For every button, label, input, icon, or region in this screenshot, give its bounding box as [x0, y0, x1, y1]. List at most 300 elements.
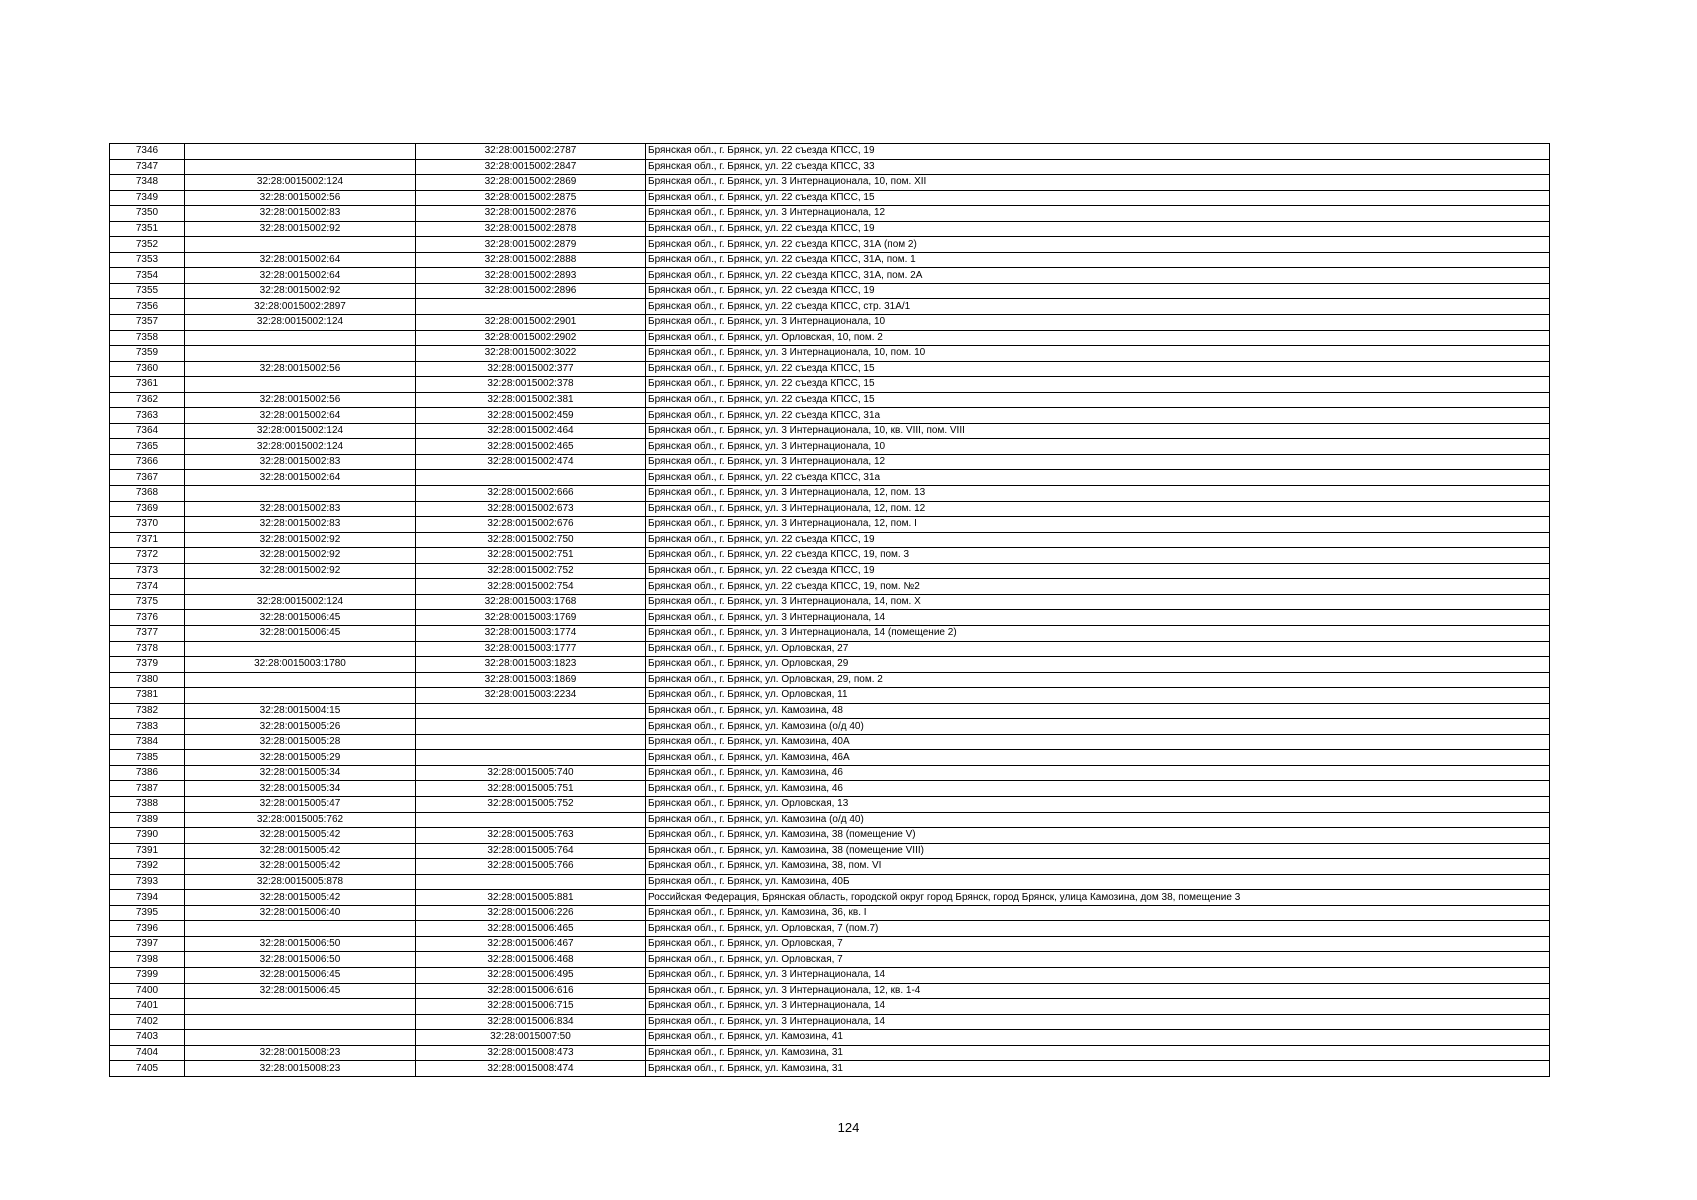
address-cell: Брянская обл., г. Брянск, ул. 3 Интернационала, 10, пом. 10 — [646, 346, 1550, 362]
object-cadastral-number-cell: 32:28:0015002:750 — [416, 532, 646, 548]
table-row — [110, 1014, 1550, 1030]
address-cell: Брянская обл., г. Брянск, ул. 3 Интернационала, 10 — [646, 315, 1550, 331]
table-row — [110, 392, 1550, 408]
object-cadastral-number-cell — [416, 734, 646, 750]
object-cadastral-number-cell: 32:28:0015002:673 — [416, 501, 646, 517]
table-row — [110, 423, 1550, 439]
table-row — [110, 641, 1550, 657]
cadastral-number-cell: 32:28:0015002:56 — [185, 190, 416, 206]
table-row — [110, 703, 1550, 719]
address-cell: Брянская обл., г. Брянск, ул. Камозина (о/д 40) — [646, 812, 1550, 828]
object-cadastral-number-cell — [416, 470, 646, 486]
cadastral-number-cell: 32:28:0015002:56 — [185, 392, 416, 408]
table-row — [110, 765, 1550, 781]
object-cadastral-number-cell: 32:28:0015002:464 — [416, 423, 646, 439]
row-number-cell: 7370 — [110, 517, 185, 533]
table-row — [110, 268, 1550, 284]
table-row — [110, 936, 1550, 952]
table-row — [110, 190, 1550, 206]
cadastral-number-cell: 32:28:0015005:26 — [185, 719, 416, 735]
object-cadastral-number-cell: 32:28:0015005:764 — [416, 843, 646, 859]
object-cadastral-number-cell — [416, 703, 646, 719]
page-number: 124 — [837, 1120, 860, 1135]
row-number-cell: 7380 — [110, 672, 185, 688]
row-number-cell: 7376 — [110, 610, 185, 626]
object-cadastral-number-cell: 32:28:0015005:763 — [416, 828, 646, 844]
address-cell: Брянская обл., г. Брянск, ул. 22 съезда КПСС, 19, пом. №2 — [646, 579, 1550, 595]
table-row — [110, 1030, 1550, 1046]
address-cell: Брянская обл., г. Брянск, ул. 3 Интернационала, 12, пом. I — [646, 517, 1550, 533]
row-number-cell: 7390 — [110, 828, 185, 844]
address-cell: Брянская обл., г. Брянск, ул. 22 съезда КПСС, 15 — [646, 377, 1550, 393]
cadastral-number-cell — [185, 1014, 416, 1030]
address-cell: Брянская обл., г. Брянск, ул. 3 Интернационала, 12 — [646, 454, 1550, 470]
row-number-cell: 7355 — [110, 283, 185, 299]
cadastral-number-cell: 32:28:0015002:64 — [185, 268, 416, 284]
object-cadastral-number-cell: 32:28:0015002:754 — [416, 579, 646, 595]
address-cell: Брянская обл., г. Брянск, ул. Орловская, 7 (пом.7) — [646, 921, 1550, 937]
row-number-cell: 7391 — [110, 843, 185, 859]
row-number-cell: 7367 — [110, 470, 185, 486]
object-cadastral-number-cell: 32:28:0015006:715 — [416, 999, 646, 1015]
table-row — [110, 221, 1550, 237]
table-row — [110, 252, 1550, 268]
object-cadastral-number-cell: 32:28:0015002:752 — [416, 563, 646, 579]
cadastral-number-cell: 32:28:0015006:45 — [185, 967, 416, 983]
row-number-cell: 7359 — [110, 346, 185, 362]
cadastral-number-cell: 32:28:0015005:28 — [185, 734, 416, 750]
row-number-cell: 7381 — [110, 688, 185, 704]
row-number-cell: 7358 — [110, 330, 185, 346]
cadastral-number-cell: 32:28:0015005:878 — [185, 874, 416, 890]
row-number-cell: 7349 — [110, 190, 185, 206]
row-number-cell: 7362 — [110, 392, 185, 408]
table-row — [110, 501, 1550, 517]
table-row — [110, 657, 1550, 673]
row-number-cell: 7354 — [110, 268, 185, 284]
address-cell: Брянская обл., г. Брянск, ул. Орловская, 7 — [646, 936, 1550, 952]
row-number-cell: 7398 — [110, 952, 185, 968]
address-cell: Брянская обл., г. Брянск, ул. 22 съезда КПСС, 19 — [646, 221, 1550, 237]
cadastral-number-cell — [185, 377, 416, 393]
table-row — [110, 439, 1550, 455]
cadastral-number-cell: 32:28:0015006:50 — [185, 952, 416, 968]
object-cadastral-number-cell: 32:28:0015002:2876 — [416, 206, 646, 222]
object-cadastral-number-cell: 32:28:0015005:740 — [416, 765, 646, 781]
row-number-cell: 7387 — [110, 781, 185, 797]
row-number-cell: 7353 — [110, 252, 185, 268]
address-cell: Брянская обл., г. Брянск, ул. Камозина, 41 — [646, 1030, 1550, 1046]
table-row — [110, 999, 1550, 1015]
row-number-cell: 7386 — [110, 765, 185, 781]
address-cell: Брянская обл., г. Брянск, ул. 3 Интернационала, 10, пом. XII — [646, 175, 1550, 191]
object-cadastral-number-cell: 32:28:0015008:473 — [416, 1045, 646, 1061]
cadastral-number-cell: 32:28:0015005:47 — [185, 796, 416, 812]
table-row — [110, 470, 1550, 486]
row-number-cell: 7352 — [110, 237, 185, 253]
row-number-cell: 7357 — [110, 315, 185, 331]
object-cadastral-number-cell: 32:28:0015002:2902 — [416, 330, 646, 346]
address-cell: Брянская обл., г. Брянск, ул. Камозина, 48 — [646, 703, 1550, 719]
table-row — [110, 175, 1550, 191]
row-number-cell: 7351 — [110, 221, 185, 237]
row-number-cell: 7378 — [110, 641, 185, 657]
address-cell: Брянская обл., г. Брянск, ул. 3 Интернационала, 10 — [646, 439, 1550, 455]
object-cadastral-number-cell: 32:28:0015002:2888 — [416, 252, 646, 268]
table-row — [110, 859, 1550, 875]
address-cell: Российская Федерация, Брянская область, городской округ город Брянск, город Брянск, улица Камозина, дом 38, помещение 3 — [646, 890, 1550, 906]
object-cadastral-number-cell: 32:28:0015003:1823 — [416, 657, 646, 673]
row-number-cell: 7347 — [110, 159, 185, 175]
address-cell: Брянская обл., г. Брянск, ул. 22 съезда КПСС, 15 — [646, 190, 1550, 206]
table-row — [110, 796, 1550, 812]
object-cadastral-number-cell: 32:28:0015002:381 — [416, 392, 646, 408]
row-number-cell: 7399 — [110, 967, 185, 983]
cadastral-number-cell — [185, 144, 416, 160]
address-cell: Брянская обл., г. Брянск, ул. 22 съезда КПСС, 19 — [646, 563, 1550, 579]
table-row — [110, 594, 1550, 610]
cadastral-number-cell: 32:28:0015002:83 — [185, 454, 416, 470]
row-number-cell: 7368 — [110, 486, 185, 502]
table-row — [110, 454, 1550, 470]
row-number-cell: 7393 — [110, 874, 185, 890]
address-cell: Брянская обл., г. Брянск, ул. Камозина, 31 — [646, 1045, 1550, 1061]
row-number-cell: 7385 — [110, 750, 185, 766]
cadastral-number-cell: 32:28:0015002:124 — [185, 423, 416, 439]
address-cell: Брянская обл., г. Брянск, ул. Камозина, 40А — [646, 734, 1550, 750]
table-row — [110, 206, 1550, 222]
row-number-cell: 7397 — [110, 936, 185, 952]
object-cadastral-number-cell: 32:28:0015002:666 — [416, 486, 646, 502]
cadastral-number-cell: 32:28:0015005:34 — [185, 781, 416, 797]
address-cell: Брянская обл., г. Брянск, ул. Орловская, 29, пом. 2 — [646, 672, 1550, 688]
table-row — [110, 1045, 1550, 1061]
object-cadastral-number-cell: 32:28:0015002:2893 — [416, 268, 646, 284]
table-row — [110, 734, 1550, 750]
row-number-cell: 7389 — [110, 812, 185, 828]
object-cadastral-number-cell: 32:28:0015006:834 — [416, 1014, 646, 1030]
cadastral-number-cell: 32:28:0015002:92 — [185, 563, 416, 579]
row-number-cell: 7366 — [110, 454, 185, 470]
address-cell: Брянская обл., г. Брянск, ул. 22 съезда КПСС, 31а — [646, 470, 1550, 486]
table-row — [110, 408, 1550, 424]
address-cell: Брянская обл., г. Брянск, ул. Камозина, 31 — [646, 1061, 1550, 1077]
cadastral-number-cell: 32:28:0015002:92 — [185, 532, 416, 548]
table-row — [110, 843, 1550, 859]
address-cell: Брянская обл., г. Брянск, ул. 22 съезда КПСС, 19 — [646, 144, 1550, 160]
address-cell: Брянская обл., г. Брянск, ул. 22 съезда КПСС, 31А (пом 2) — [646, 237, 1550, 253]
table-row — [110, 625, 1550, 641]
row-number-cell: 7394 — [110, 890, 185, 906]
object-cadastral-number-cell: 32:28:0015003:1769 — [416, 610, 646, 626]
address-cell: Брянская обл., г. Брянск, ул. Орловская, 29 — [646, 657, 1550, 673]
row-number-cell: 7379 — [110, 657, 185, 673]
object-cadastral-number-cell: 32:28:0015003:1777 — [416, 641, 646, 657]
address-cell: Брянская обл., г. Брянск, ул. Орловская, 27 — [646, 641, 1550, 657]
row-number-cell: 7356 — [110, 299, 185, 315]
cadastral-number-cell — [185, 159, 416, 175]
table-row — [110, 532, 1550, 548]
cadastral-number-cell — [185, 641, 416, 657]
cadastral-number-cell: 32:28:0015002:64 — [185, 252, 416, 268]
cadastral-number-cell: 32:28:0015005:42 — [185, 828, 416, 844]
object-cadastral-number-cell: 32:28:0015002:2787 — [416, 144, 646, 160]
row-number-cell: 7402 — [110, 1014, 185, 1030]
cadastral-number-cell: 32:28:0015002:92 — [185, 221, 416, 237]
cadastral-number-cell: 32:28:0015002:64 — [185, 408, 416, 424]
address-cell: Брянская обл., г. Брянск, ул. 3 Интернационала, 14 (помещение 2) — [646, 625, 1550, 641]
table-row — [110, 377, 1550, 393]
cadastral-number-cell: 32:28:0015002:83 — [185, 501, 416, 517]
object-cadastral-number-cell: 32:28:0015002:459 — [416, 408, 646, 424]
address-cell: Брянская обл., г. Брянск, ул. Камозина, 38 (помещение VIII) — [646, 843, 1550, 859]
row-number-cell: 7375 — [110, 594, 185, 610]
cadastral-number-cell: 32:28:0015002:124 — [185, 315, 416, 331]
row-number-cell: 7392 — [110, 859, 185, 875]
table-row — [110, 517, 1550, 533]
address-cell: Брянская обл., г. Брянск, ул. Камозина, 46 — [646, 765, 1550, 781]
address-cell: Брянская обл., г. Брянск, ул. 3 Интернационала, 12, кв. 1-4 — [646, 983, 1550, 999]
table-row — [110, 486, 1550, 502]
object-cadastral-number-cell: 32:28:0015002:3022 — [416, 346, 646, 362]
object-cadastral-number-cell — [416, 812, 646, 828]
address-cell: Брянская обл., г. Брянск, ул. Камозина, 40Б — [646, 874, 1550, 890]
table-row — [110, 144, 1550, 160]
row-number-cell: 7372 — [110, 548, 185, 564]
address-cell: Брянская обл., г. Брянск, ул. Орловская, 13 — [646, 796, 1550, 812]
table-row — [110, 579, 1550, 595]
table-row — [110, 237, 1550, 253]
cadastral-number-cell — [185, 1030, 416, 1046]
table-row — [110, 1061, 1550, 1077]
address-cell: Брянская обл., г. Брянск, ул. Орловская, 11 — [646, 688, 1550, 704]
cadastral-number-cell: 32:28:0015006:45 — [185, 610, 416, 626]
table-row — [110, 983, 1550, 999]
cadastral-number-cell: 32:28:0015005:42 — [185, 843, 416, 859]
cadastral-number-cell — [185, 346, 416, 362]
object-cadastral-number-cell: 32:28:0015007:50 — [416, 1030, 646, 1046]
cadastral-number-cell: 32:28:0015002:2897 — [185, 299, 416, 315]
object-cadastral-number-cell: 32:28:0015002:474 — [416, 454, 646, 470]
cadastral-number-cell — [185, 486, 416, 502]
cadastral-number-cell: 32:28:0015006:40 — [185, 905, 416, 921]
cadastral-number-cell: 32:28:0015002:92 — [185, 283, 416, 299]
table-row — [110, 315, 1550, 331]
row-number-cell: 7360 — [110, 361, 185, 377]
table-row — [110, 921, 1550, 937]
cadastral-number-cell: 32:28:0015003:1780 — [185, 657, 416, 673]
cadastral-number-cell: 32:28:0015006:50 — [185, 936, 416, 952]
cadastral-number-cell: 32:28:0015008:23 — [185, 1061, 416, 1077]
row-number-cell: 7404 — [110, 1045, 185, 1061]
cadastral-number-cell — [185, 921, 416, 937]
address-cell: Брянская обл., г. Брянск, ул. 22 съезда КПСС, 31а — [646, 408, 1550, 424]
cadastral-number-cell: 32:28:0015005:29 — [185, 750, 416, 766]
object-cadastral-number-cell: 32:28:0015006:616 — [416, 983, 646, 999]
address-cell: Брянская обл., г. Брянск, ул. 22 съезда КПСС, 31А, пом. 1 — [646, 252, 1550, 268]
address-cell: Брянская обл., г. Брянск, ул. 3 Интернационала, 12, пом. 12 — [646, 501, 1550, 517]
address-cell: Брянская обл., г. Брянск, ул. Камозина, 46 — [646, 781, 1550, 797]
table-row — [110, 672, 1550, 688]
object-cadastral-number-cell — [416, 719, 646, 735]
object-cadastral-number-cell: 32:28:0015002:2875 — [416, 190, 646, 206]
table-row — [110, 330, 1550, 346]
row-number-cell: 7383 — [110, 719, 185, 735]
row-number-cell: 7395 — [110, 905, 185, 921]
address-cell: Брянская обл., г. Брянск, ул. Камозина, 38, пом. VI — [646, 859, 1550, 875]
table-row — [110, 781, 1550, 797]
address-cell: Брянская обл., г. Брянск, ул. 3 Интернационала, 10, кв. VIII, пом. VIII — [646, 423, 1550, 439]
cadastral-number-cell: 32:28:0015005:762 — [185, 812, 416, 828]
object-cadastral-number-cell: 32:28:0015002:2869 — [416, 175, 646, 191]
object-cadastral-number-cell: 32:28:0015003:1768 — [416, 594, 646, 610]
object-cadastral-number-cell: 32:28:0015002:2878 — [416, 221, 646, 237]
address-cell: Брянская обл., г. Брянск, ул. 22 съезда КПСС, 19 — [646, 532, 1550, 548]
row-number-cell: 7382 — [110, 703, 185, 719]
address-cell: Брянская обл., г. Брянск, ул. 3 Интернационала, 14 — [646, 1014, 1550, 1030]
cadastral-number-cell: 32:28:0015002:83 — [185, 517, 416, 533]
table-row — [110, 905, 1550, 921]
object-cadastral-number-cell: 32:28:0015003:2234 — [416, 688, 646, 704]
row-number-cell: 7373 — [110, 563, 185, 579]
cadastral-number-cell: 32:28:0015002:124 — [185, 594, 416, 610]
cadastral-number-cell — [185, 330, 416, 346]
row-number-cell: 7377 — [110, 625, 185, 641]
object-cadastral-number-cell: 32:28:0015002:676 — [416, 517, 646, 533]
object-cadastral-number-cell: 32:28:0015002:465 — [416, 439, 646, 455]
address-cell: Брянская обл., г. Брянск, ул. 22 съезда КПСС, 19 — [646, 283, 1550, 299]
object-cadastral-number-cell: 32:28:0015006:226 — [416, 905, 646, 921]
object-cadastral-number-cell: 32:28:0015002:751 — [416, 548, 646, 564]
row-number-cell: 7346 — [110, 144, 185, 160]
address-cell: Брянская обл., г. Брянск, ул. Орловская, 7 — [646, 952, 1550, 968]
cadastral-number-cell: 32:28:0015002:124 — [185, 439, 416, 455]
cadastral-number-cell: 32:28:0015002:64 — [185, 470, 416, 486]
row-number-cell: 7365 — [110, 439, 185, 455]
address-cell: Брянская обл., г. Брянск, ул. Орловская, 10, пом. 2 — [646, 330, 1550, 346]
object-cadastral-number-cell: 32:28:0015002:2847 — [416, 159, 646, 175]
cadastral-number-cell: 32:28:0015005:34 — [185, 765, 416, 781]
cadastral-number-cell — [185, 579, 416, 595]
object-cadastral-number-cell: 32:28:0015003:1774 — [416, 625, 646, 641]
address-cell: Брянская обл., г. Брянск, ул. 22 съезда КПСС, 33 — [646, 159, 1550, 175]
cadastral-number-cell: 32:28:0015005:42 — [185, 859, 416, 875]
table-row — [110, 874, 1550, 890]
table-row — [110, 812, 1550, 828]
address-cell: Брянская обл., г. Брянск, ул. 3 Интернационала, 12, пом. 13 — [646, 486, 1550, 502]
row-number-cell: 7348 — [110, 175, 185, 191]
row-number-cell: 7361 — [110, 377, 185, 393]
table-row — [110, 890, 1550, 906]
address-cell: Брянская обл., г. Брянск, ул. Камозина, 46А — [646, 750, 1550, 766]
object-cadastral-number-cell: 32:28:0015002:2879 — [416, 237, 646, 253]
cadastral-number-cell: 32:28:0015002:83 — [185, 206, 416, 222]
cadastral-number-cell — [185, 688, 416, 704]
table-row — [110, 610, 1550, 626]
cadastral-number-cell: 32:28:0015006:45 — [185, 983, 416, 999]
row-number-cell: 7369 — [110, 501, 185, 517]
object-cadastral-number-cell: 32:28:0015005:752 — [416, 796, 646, 812]
row-number-cell: 7374 — [110, 579, 185, 595]
object-cadastral-number-cell: 32:28:0015006:495 — [416, 967, 646, 983]
object-cadastral-number-cell: 32:28:0015005:751 — [416, 781, 646, 797]
table-row — [110, 299, 1550, 315]
object-cadastral-number-cell: 32:28:0015003:1869 — [416, 672, 646, 688]
table-row — [110, 952, 1550, 968]
object-cadastral-number-cell — [416, 874, 646, 890]
object-cadastral-number-cell: 32:28:0015006:465 — [416, 921, 646, 937]
address-cell: Брянская обл., г. Брянск, ул. 22 съезда КПСС, 15 — [646, 361, 1550, 377]
cadastral-number-cell: 32:28:0015002:56 — [185, 361, 416, 377]
address-cell: Брянская обл., г. Брянск, ул. 22 съезда КПСС, 19, пом. 3 — [646, 548, 1550, 564]
object-cadastral-number-cell: 32:28:0015002:377 — [416, 361, 646, 377]
address-cell: Брянская обл., г. Брянск, ул. 22 съезда КПСС, 31А, пом. 2А — [646, 268, 1550, 284]
cadastral-number-cell — [185, 237, 416, 253]
object-cadastral-number-cell — [416, 299, 646, 315]
object-cadastral-number-cell: 32:28:0015006:468 — [416, 952, 646, 968]
table-row — [110, 719, 1550, 735]
object-cadastral-number-cell — [416, 750, 646, 766]
table-row — [110, 283, 1550, 299]
address-cell: Брянская обл., г. Брянск, ул. Камозина (о/д 40) — [646, 719, 1550, 735]
cadastral-number-cell: 32:28:0015006:45 — [185, 625, 416, 641]
cadastral-number-cell: 32:28:0015002:124 — [185, 175, 416, 191]
row-number-cell: 7364 — [110, 423, 185, 439]
table-row — [110, 346, 1550, 362]
table-row — [110, 688, 1550, 704]
table-row — [110, 750, 1550, 766]
address-cell: Брянская обл., г. Брянск, ул. 3 Интернационала, 12 — [646, 206, 1550, 222]
cadastral-number-cell: 32:28:0015004:15 — [185, 703, 416, 719]
object-cadastral-number-cell: 32:28:0015008:474 — [416, 1061, 646, 1077]
row-number-cell: 7384 — [110, 734, 185, 750]
object-cadastral-number-cell: 32:28:0015002:2896 — [416, 283, 646, 299]
table-row — [110, 563, 1550, 579]
cadastral-number-cell — [185, 999, 416, 1015]
row-number-cell: 7401 — [110, 999, 185, 1015]
address-cell: Брянская обл., г. Брянск, ул. Камозина, 38 (помещение V) — [646, 828, 1550, 844]
address-cell: Брянская обл., г. Брянск, ул. Камозина, 36, кв. I — [646, 905, 1550, 921]
cadastral-number-cell: 32:28:0015002:92 — [185, 548, 416, 564]
cadastral-number-cell — [185, 672, 416, 688]
row-number-cell: 7405 — [110, 1061, 185, 1077]
address-cell: Брянская обл., г. Брянск, ул. 3 Интернационала, 14 — [646, 967, 1550, 983]
object-cadastral-number-cell: 32:28:0015005:881 — [416, 890, 646, 906]
row-number-cell: 7403 — [110, 1030, 185, 1046]
table-row — [110, 548, 1550, 564]
registry-table — [109, 143, 1550, 1077]
table-row — [110, 361, 1550, 377]
row-number-cell: 7400 — [110, 983, 185, 999]
row-number-cell: 7350 — [110, 206, 185, 222]
row-number-cell: 7396 — [110, 921, 185, 937]
object-cadastral-number-cell: 32:28:0015005:766 — [416, 859, 646, 875]
address-cell: Брянская обл., г. Брянск, ул. 3 Интернационала, 14 — [646, 610, 1550, 626]
address-cell: Брянская обл., г. Брянск, ул. 22 съезда КПСС, стр. 31А/1 — [646, 299, 1550, 315]
object-cadastral-number-cell: 32:28:0015002:378 — [416, 377, 646, 393]
address-cell: Брянская обл., г. Брянск, ул. 3 Интернационала, 14 — [646, 999, 1550, 1015]
table-row — [110, 159, 1550, 175]
cadastral-number-cell: 32:28:0015005:42 — [185, 890, 416, 906]
table-row — [110, 967, 1550, 983]
object-cadastral-number-cell: 32:28:0015006:467 — [416, 936, 646, 952]
address-cell: Брянская обл., г. Брянск, ул. 3 Интернационала, 14, пом. X — [646, 594, 1550, 610]
row-number-cell: 7363 — [110, 408, 185, 424]
registry-table-body — [110, 144, 1550, 1077]
row-number-cell: 7388 — [110, 796, 185, 812]
row-number-cell: 7371 — [110, 532, 185, 548]
table-row — [110, 828, 1550, 844]
